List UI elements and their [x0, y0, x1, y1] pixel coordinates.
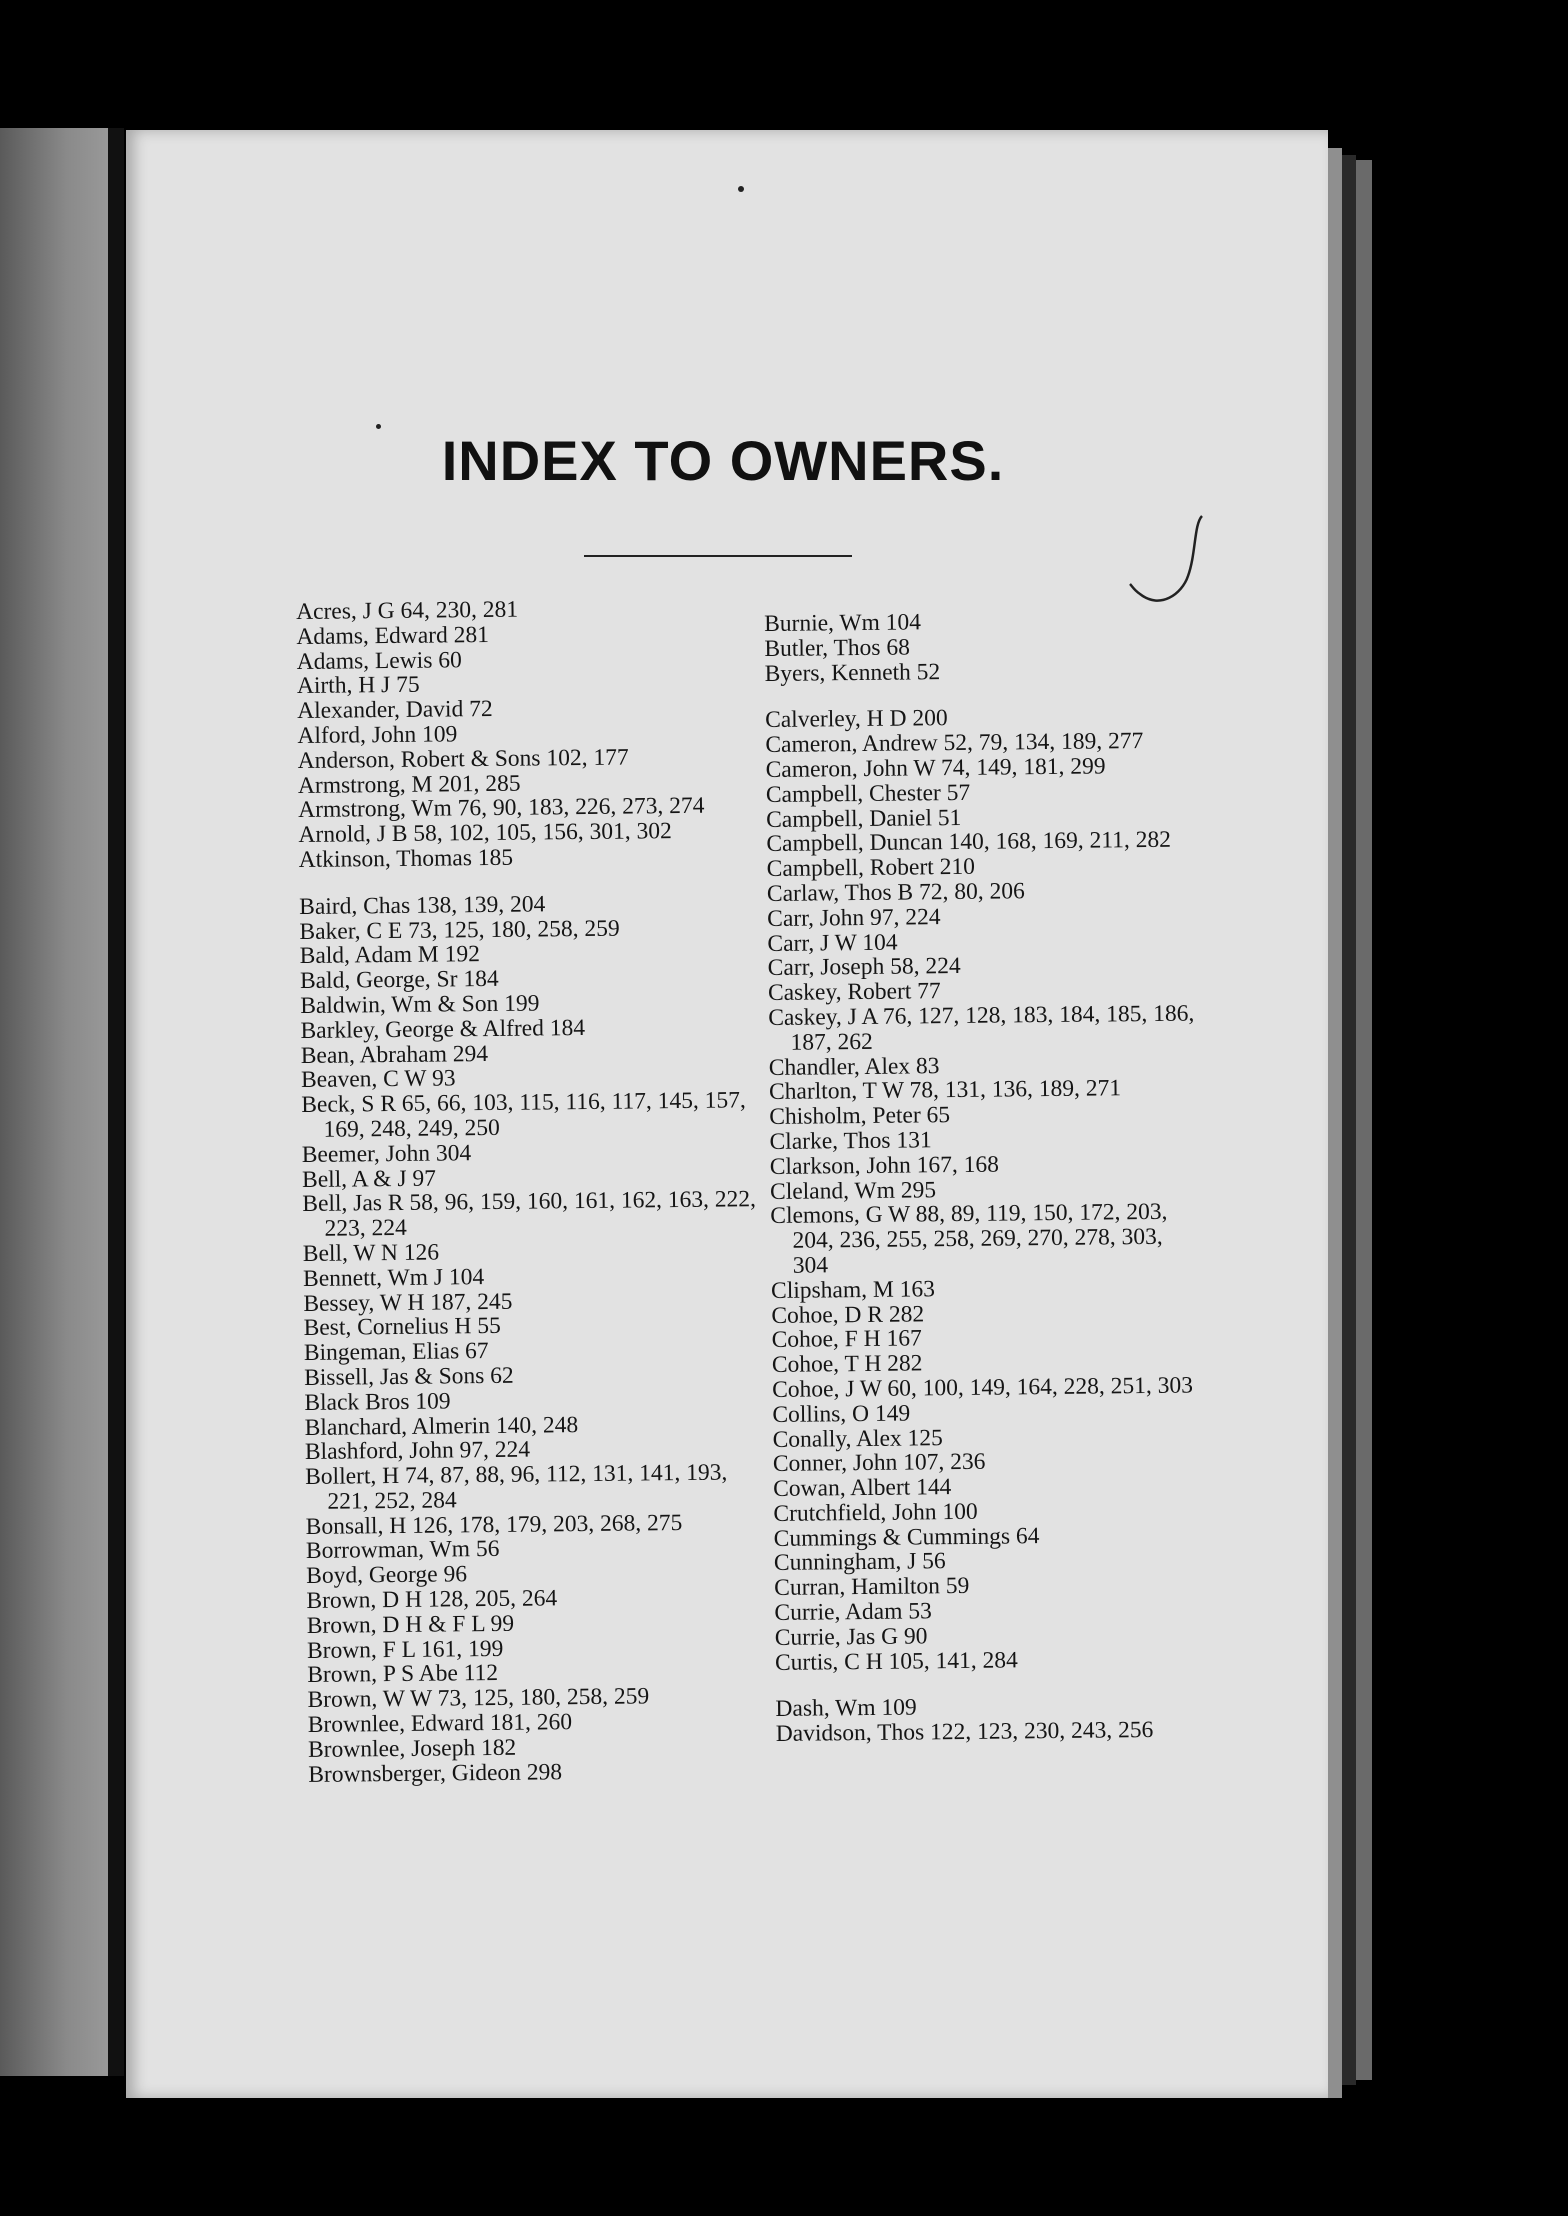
index-entry: Atkinson, Thomas 185 — [298, 844, 514, 873]
index-entry: Bald, George, Sr 184 — [299, 966, 499, 995]
index-entry: Airth, H J 75 — [296, 672, 420, 700]
index-entry: Beck, S R 65, 66, 103, 115, 116, 117, 145, 157, 169, 248, 249, 250 — [301, 1087, 746, 1143]
index-entry: Brown, F L 161, 199 — [306, 1635, 504, 1664]
index-entry: Chandler, Alex 83 — [768, 1052, 940, 1081]
index-entry: Adams, Edward 281 — [296, 621, 490, 650]
index-entry: Caskey, J A 76, 127, 128, 183, 184, 185, 186, 187, 262 — [768, 1000, 1195, 1056]
index-entry: Brown, D H 128, 205, 264 — [306, 1585, 558, 1615]
index-entry: Bell, Jas R 58, 96, 159, 160, 161, 162, 163, 222, 223, 224 — [302, 1186, 757, 1242]
index-entry: Cunningham, J 56 — [773, 1548, 946, 1577]
index-entry: Alford, John 109 — [297, 721, 458, 749]
index-entry: Cohoe, T H 282 — [771, 1350, 923, 1379]
index-entry: Bell, A & J 97 — [301, 1165, 437, 1193]
index-entry: Blashford, John 97, 224 — [304, 1436, 531, 1466]
index-entry: Borrowman, Wm 56 — [305, 1536, 500, 1565]
pencil-mark — [1128, 514, 1208, 614]
index-entry: Bennett, Wm J 104 — [302, 1263, 485, 1292]
index-entry: Cohoe, F H 167 — [771, 1325, 922, 1354]
index-entry: Curtis, C H 105, 141, 284 — [774, 1647, 1018, 1676]
index-entry: Carlaw, Thos B 72, 80, 206 — [766, 878, 1025, 907]
index-entry: Clemons, G W 88, 89, 119, 150, 172, 203, 204, 236, 255, 258, 269, 270, 278, 303, 304 — [770, 1199, 1168, 1279]
index-entry: Bingeman, Elias 67 — [303, 1338, 489, 1367]
index-entry: Bessey, W H 187, 245 — [303, 1288, 513, 1317]
title-rule — [584, 555, 852, 557]
index-entry: Bell, W N 126 — [302, 1239, 440, 1267]
index-entry: Alexander, David 72 — [297, 696, 493, 725]
index-entry: Brown, W W 73, 125, 180, 258, 259 — [307, 1683, 650, 1714]
index-entry: Bollert, H 74, 87, 88, 96, 112, 131, 141, 193, 221, 252, 284 — [305, 1459, 728, 1515]
index-entry: Beemer, John 304 — [301, 1139, 472, 1168]
index-entry: Conner, John 107, 236 — [772, 1449, 986, 1478]
index-column-left — [296, 595, 768, 1787]
index-entry: Cohoe, J W 60, 100, 149, 164, 228, 251, 303 — [772, 1372, 1194, 1403]
index-entry: Crutchfield, John 100 — [773, 1498, 978, 1527]
index-entry: Cowan, Albert 144 — [773, 1474, 952, 1503]
index-entry: Brown, P S Abe 112 — [307, 1660, 499, 1689]
index-entry: Cummings & Cummings 64 — [773, 1522, 1040, 1552]
index-entry: Armstrong, Wm 76, 90, 183, 226, 273, 274 — [298, 793, 705, 824]
facing-page-edge — [0, 128, 112, 2076]
index-entry: Calverley, H D 200 — [764, 705, 948, 734]
ink-speck — [738, 186, 744, 192]
index-entry: Currie, Jas G 90 — [774, 1623, 928, 1651]
index-entry: Bean, Abraham 294 — [300, 1040, 489, 1069]
index-entry: Anderson, Robert & Sons 102, 177 — [297, 744, 629, 774]
index-entry: Carr, Joseph 58, 224 — [767, 953, 961, 982]
index-entry: Cameron, Andrew 52, 79, 134, 189, 277 — [765, 728, 1144, 759]
index-entry: Cameron, John W 74, 149, 181, 299 — [765, 753, 1106, 783]
index-entry: Campbell, Robert 210 — [766, 853, 976, 883]
index-entry: Boyd, George 96 — [306, 1561, 468, 1590]
index-entry: Bissell, Jas & Sons 62 — [304, 1362, 514, 1391]
index-entry: Blanchard, Almerin 140, 248 — [304, 1411, 579, 1441]
index-entry: Beaven, C W 93 — [300, 1065, 456, 1094]
index-entry: Barkley, George & Alfred 184 — [300, 1014, 586, 1044]
index-entry: Curran, Hamilton 59 — [774, 1573, 970, 1602]
index-entry: Carr, John 97, 224 — [767, 903, 941, 932]
index-entry: Baker, C E 73, 125, 180, 258, 259 — [299, 915, 620, 945]
index-entry: Bald, Adam M 192 — [299, 941, 481, 970]
index-entry: Cleland, Wm 295 — [769, 1176, 937, 1205]
index-entry: Clipsham, M 163 — [770, 1275, 936, 1304]
index-entry: Butler, Thos 68 — [764, 634, 911, 662]
index-entry: Best, Cornelius H 55 — [303, 1313, 501, 1342]
index-entry: Dash, Wm 109 — [775, 1694, 917, 1723]
index-entry: Baldwin, Wm & Son 199 — [300, 990, 540, 1019]
index-entry: Baird, Chas 138, 139, 204 — [299, 891, 546, 920]
index-entry: Conally, Alex 125 — [772, 1424, 943, 1453]
index-entry: Clarkson, John 167, 168 — [769, 1151, 1000, 1180]
index-entry: Collins, O 149 — [772, 1400, 911, 1428]
index-entry: Cohoe, D R 282 — [771, 1300, 925, 1329]
index-entry: Bonsall, H 126, 178, 179, 203, 268, 275 — [305, 1509, 683, 1540]
index-entry: Black Bros 109 — [304, 1388, 451, 1416]
index-entry: Acres, J G 64, 230, 281 — [295, 596, 519, 625]
index-entry: Campbell, Duncan 140, 168, 169, 211, 282 — [766, 827, 1172, 858]
index-entry: Clarke, Thos 131 — [769, 1127, 932, 1155]
index-entry: Armstrong, M 201, 285 — [297, 770, 521, 799]
index-entry: Brownlee, Joseph 182 — [307, 1734, 517, 1763]
index-entry: Chisholm, Peter 65 — [769, 1102, 951, 1131]
index-entry: Campbell, Chester 57 — [765, 779, 971, 808]
index-entry: Davidson, Thos 122, 123, 230, 243, 256 — [775, 1717, 1154, 1748]
index-entry: Currie, Adam 53 — [774, 1598, 932, 1627]
page-title: INDEX TO OWNERS. — [441, 429, 1005, 492]
index-entry: Burnie, Wm 104 — [763, 609, 922, 637]
index-entry: Caskey, Robert 77 — [767, 978, 941, 1007]
index-entry: Adams, Lewis 60 — [296, 646, 462, 675]
index-entry: Carr, J W 104 — [767, 929, 898, 957]
book-gutter — [108, 128, 124, 2076]
index-entry: Brownlee, Edward 181, 260 — [307, 1709, 573, 1739]
index-entry: Campbell, Daniel 51 — [766, 804, 962, 833]
index-entry: Charlton, T W 78, 131, 136, 189, 271 — [768, 1075, 1122, 1106]
index-entry: Brown, D H & F L 99 — [306, 1610, 515, 1639]
index-entry: Arnold, J B 58, 102, 105, 156, 301, 302 — [298, 818, 672, 849]
index-entry: Byers, Kenneth 52 — [764, 658, 941, 687]
index-entry: Brownsberger, Gideon 298 — [308, 1758, 563, 1788]
index-column-right — [764, 607, 1206, 1747]
